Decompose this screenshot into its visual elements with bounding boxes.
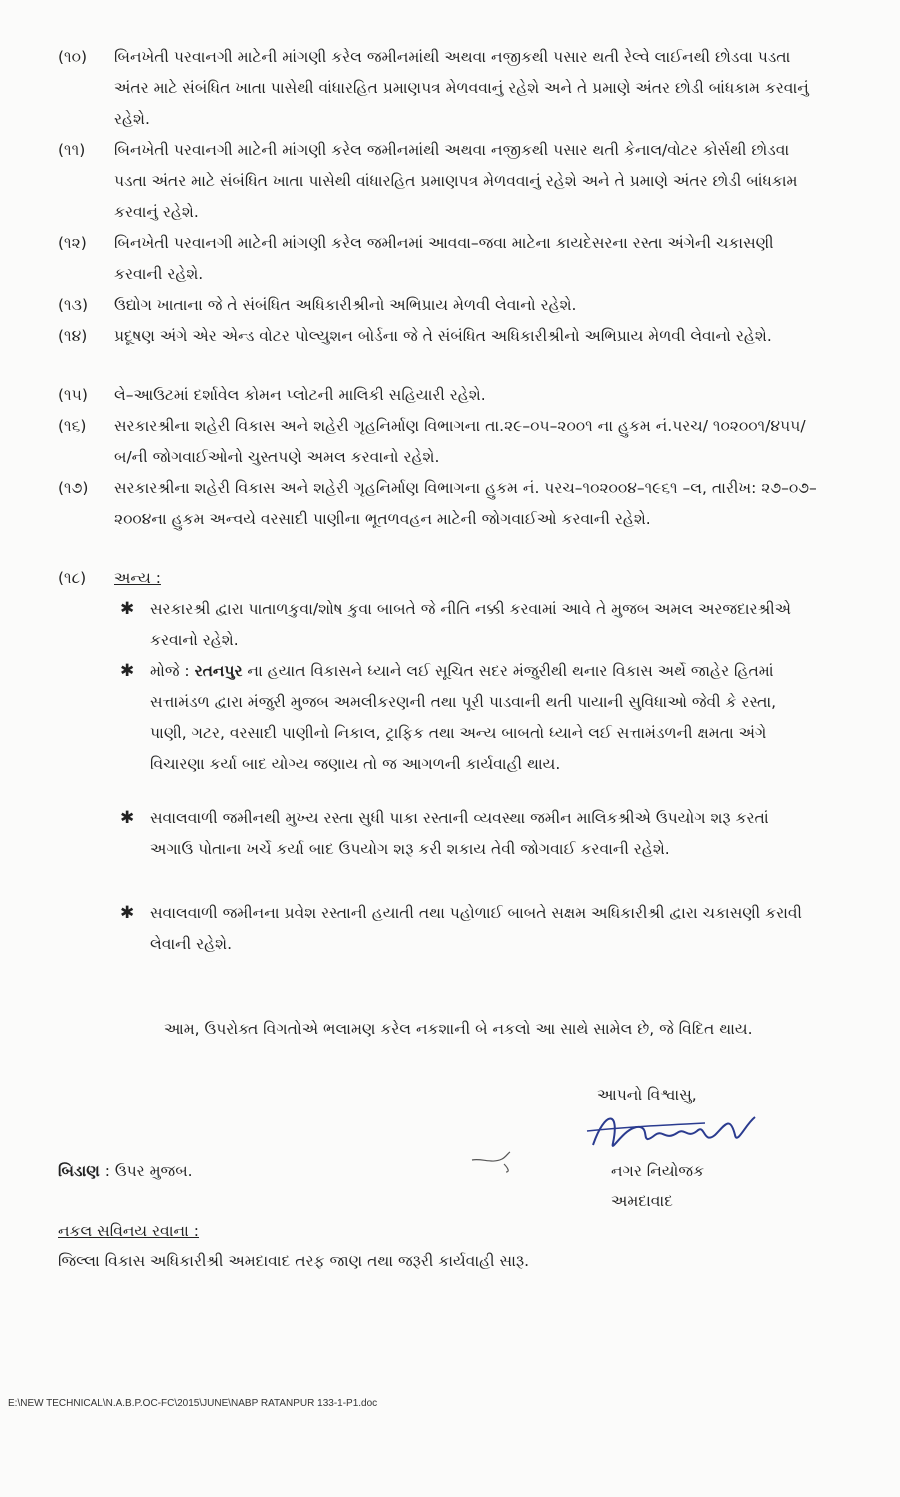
enclosure-value: : ઉપર મુજબ. (104, 1162, 193, 1180)
enclosure-label: બિડાણ (58, 1162, 100, 1180)
clause-text: સરકારશ્રીના શહેરી વિકાસ અને શહેરી ગૃહનિર્માણ વિભાગના તા.૨૯–૦૫–૨૦૦૧ ના હુકમ નં.પરચ/ ૧૦૨૦૦૧/૪૫૫/બ/ની જોગવાઈઓનો ચુસ્તપણે અમલ કરવાનો રહેશે. (114, 417, 806, 466)
copy-to-heading: નકલ સવિનય રવાના : (58, 1222, 199, 1240)
clause-15 (58, 380, 818, 411)
village-name: રતનપુર (194, 662, 243, 680)
list-item-text (150, 656, 810, 780)
clause-10 (58, 42, 818, 135)
list-item (120, 803, 810, 865)
clause-text: બિનખેતી પરવાનગી માટેની માંગણી કરેલ જમીનમાં આવવા–જવા માટેના કાયદેસરના રસ્તા અંગેની ચકાસણી કરવાની રહેશે. (114, 234, 774, 283)
clause-text: પ્રદૂષણ અંગે એર એન્ડ વોટર પોલ્યુશન બોર્ડના જે તે સંબંધિત અધિકારીશ્રીનો અભિપ્રાય મેળવી લેવાનો રહેશે. (114, 327, 772, 345)
clause-16 (58, 411, 818, 473)
clause-text: અન્ય : (114, 569, 161, 587)
clause-number: (૧૦) (58, 48, 88, 66)
copy-to-text: જિલ્લા વિકાસ અધિકારીશ્રી અમદાવાદ તરફ જાણ તથા જરૂરી કાર્યવાહી સારૂ. (58, 1252, 530, 1270)
list-item (120, 656, 810, 780)
clause-text: ઉદ્યોગ ખાતાના જે તે સંબંધિત અધિકારીશ્રીનો અભિપ્રાય મેળવી લેવાનો રહેશે. (114, 296, 577, 314)
clause-number: (૧૮) (58, 569, 87, 587)
clause-text: બિનખેતી પરવાનગી માટેની માંગણી કરેલ જમીનમાંથી અથવા નજીકથી પસાર થતી રેલ્વે લાઈનથી છોડવા પડતા અંતર માટે સંબંધિત ખાતા પાસેથી વાંધારહિત પ્રમાણપત્ર મેળવવાનું રહેશે અને તે પ્રમાણે અંતર છોડી બાંધકામ કરવાનું રહેશે. (114, 48, 809, 128)
asterisk-icon: ✱ (120, 661, 135, 681)
asterisk-icon: ✱ (120, 808, 135, 828)
clause-number: (૧૩) (58, 296, 89, 314)
list-item (120, 898, 810, 960)
clause-text: સરકારશ્રીના શહેરી વિકાસ અને શહેરી ગૃહનિર્માણ વિભાગના હુકમ નં. પરચ–૧૦૨૦૦૪–૧૯૬૧ –લ, તારીખ: ૨૭–૦૭–૨૦૦૪ના હુકમ અન્વયે વરસાદી પાણીના ભૂતળવહન માટેની જોગવાઈઓ કરવાની રહેશે. (114, 479, 817, 528)
clause-14 (58, 321, 818, 352)
asterisk-icon: ✱ (120, 599, 135, 619)
clause-17 (58, 473, 818, 535)
asterisk-icon: ✱ (120, 903, 135, 923)
clause-number: (૧૬) (58, 417, 87, 435)
list-item-text: સવાલવાળી જમીનથી મુખ્ય રસ્તા સુધી પાકા રસ્તાની વ્યવસ્થા જમીન માલિકશ્રીએ ઉપયોગ શરૂ કરતાં અગાઉ પોતાના ખર્ચે કર્યા બાદ ઉપયોગ શરૂ કરી શકાય તેવી જોગવાઈ કરવાની રહેશે. (150, 809, 769, 858)
closing-paragraph: આમ, ઉપરોક્ત વિગતોએ ભલામણ કરેલ નકશાની બે નકલો આ સાથે સામેલ છે, જે વિદિત થાય. (164, 1020, 753, 1038)
list-item-text: સરકારશ્રી દ્વારા પાતાળકુવા/શોષ કુવા બાબતે જે નીતિ નક્કી કરવામાં આવે તે મુજબ અમલ અરજદારશ્રીએ કરવાનો રહેશે. (150, 600, 791, 649)
file-path: E:\NEW TECHNICAL\N.A.B.P.OC-FC\2015\JUNE\NABP RATANPUR 133-1-P1.doc (8, 1398, 378, 1409)
clause-12 (58, 228, 818, 290)
clause-text: બિનખેતી પરવાનગી માટેની માંગણી કરેલ જમીનમાંથી અથવા નજીકથી પસાર થતી કેનાલ/વોટર કોર્સથી છોડવા પડતા અંતર માટે સંબંધિત ખાતા પાસેથી વાંધારહિત પ્રમાણપત્ર મેળવવાનું રહેશે અને તે પ્રમાણે અંતર છોડી બાંધકામ કરવાનું રહેશે. (114, 141, 798, 221)
designation: નગર નિયોજક (611, 1162, 705, 1180)
clause-13 (58, 290, 818, 321)
initials-mark (470, 1150, 520, 1178)
clause-number: (૧૪) (58, 327, 88, 345)
enclosure (58, 1156, 193, 1187)
clause-number: (૧૫) (58, 386, 88, 404)
clause-11 (58, 135, 818, 228)
list-item-text: સવાલવાળી જમીનના પ્રવેશ રસ્તાની હયાતી તથા પહોળાઈ બાબતે સક્ષમ અધિકારીશ્રી દ્વારા ચકાસણી કરાવી લેવાની રહેશે. (150, 904, 802, 953)
yours-faithfully: આપનો વિશ્વાસુ, (597, 1086, 697, 1104)
clause-number: (૧૧) (58, 141, 86, 159)
clause-number: (૧૭) (58, 479, 89, 497)
clause-18 (58, 563, 818, 594)
clause-text: લે–આઉટમાં દર્શાવેલ કોમન પ્લોટની માલિકી સહિયારી રહેશે. (114, 386, 486, 404)
list-item (120, 594, 810, 656)
village-prefix: મોજે : (150, 662, 195, 680)
list-item-rest: ના હયાત વિકાસને ધ્યાને લઈ સૂચિત સદર મંજુરીથી થનાર વિકાસ અર્થે જાહેર હિતમાં સત્તામંડળ દ્વારા મંજુરી મુજબ અમલીકરણની તથા પૂરી પાડવાની થતી પાયાની સુવિધાઓ જેવી કે રસ્તા, પાણી, ગટર, વરસાદી પાણીનો નિકાલ, ટ્રાફિક તથા અન્ય બાબતો ધ્યાને લઈ સત્તામંડળની ક્ષમતા અંગે વિચારણા કર્યા બાદ યોગ્ય જણાય તો જ આગળની કાર્યવાહી થાય. (150, 662, 777, 773)
place: અમદાવાદ (611, 1192, 673, 1210)
clause-number: (૧૨) (58, 234, 87, 252)
